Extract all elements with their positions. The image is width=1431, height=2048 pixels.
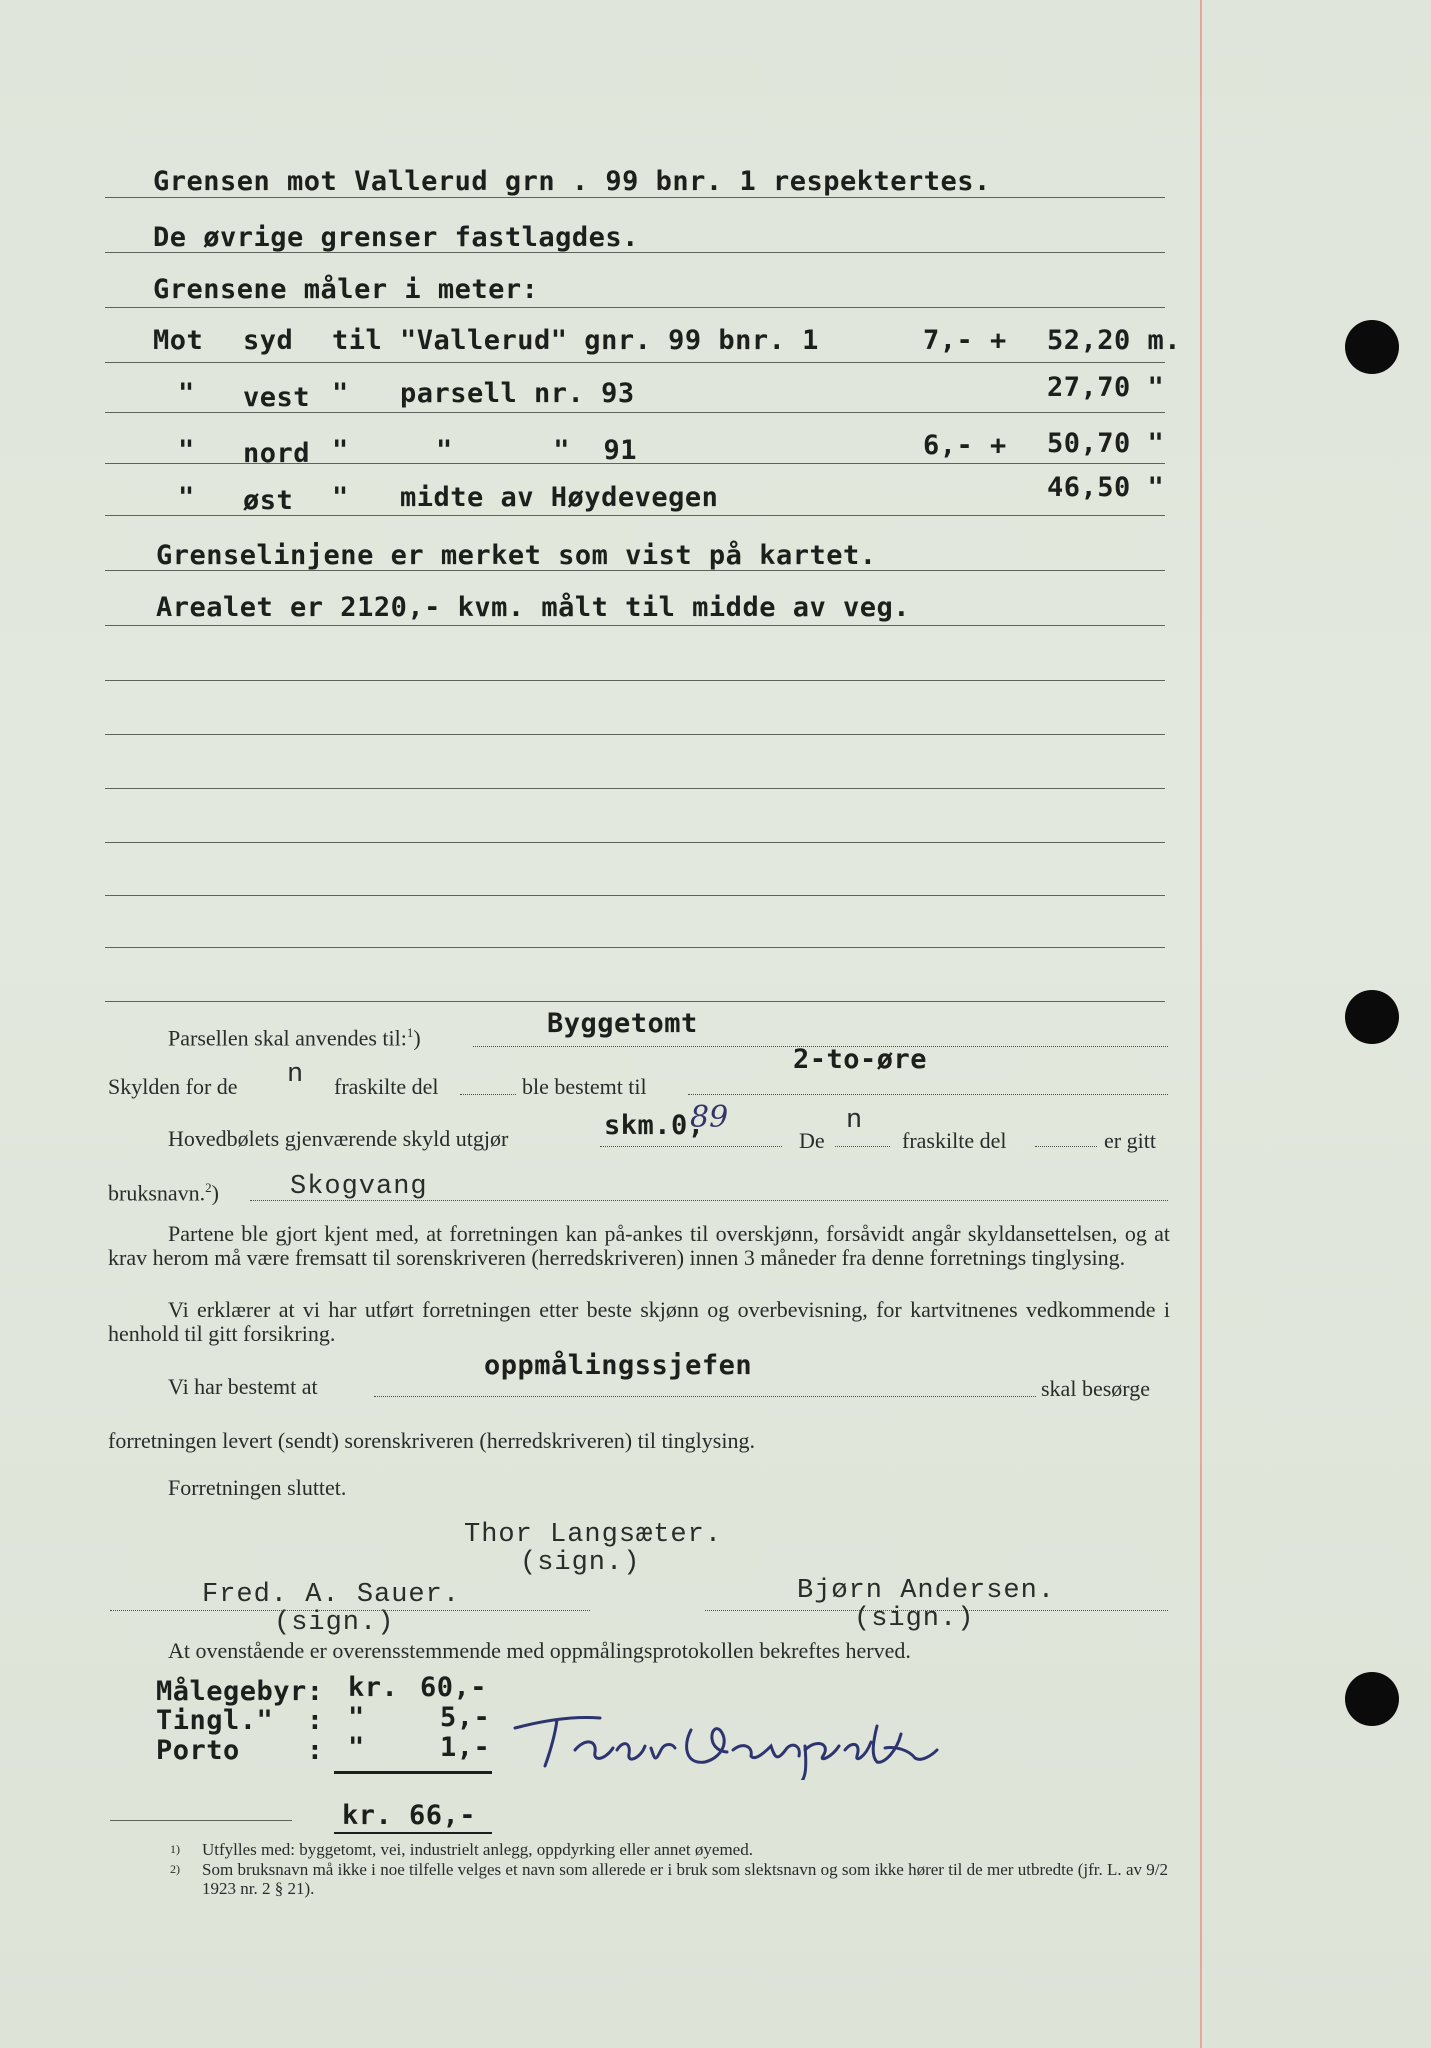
footnote-2 (170, 1860, 1168, 1898)
footnote-2-text: Som bruksnavn må ikke i noe tilfelle velges et navn som allerede er i bruk som slektsnavn og som ikke hører til de mer utbredte (jfr. L. av 9/2 1923 nr. 2 § 21). (202, 1860, 1168, 1898)
fee-total: kr. 66,- (342, 1800, 477, 1831)
hoved-gitt: er gitt (1104, 1128, 1156, 1153)
handwritten-signature (505, 1690, 985, 1780)
boundary-line-4: Grenselinjene er merket som vist på kartet. (156, 540, 877, 571)
fee-amount: 1,- (440, 1732, 491, 1763)
ruled-line (105, 788, 1165, 789)
row-prefix: " (178, 482, 195, 513)
row-value: 46,50 " (1047, 472, 1165, 503)
ruled-line (105, 947, 1165, 948)
signature-2-sign: (sign.) (274, 1608, 395, 1638)
ruled-line (105, 625, 1165, 626)
row-quote: " (332, 378, 349, 409)
fee-currency: " (348, 1702, 365, 1733)
boundary-line-5: Arealet er 2120,- kvm. målt til midde av veg. (156, 592, 910, 623)
row-quote: til (332, 325, 383, 356)
signature-3-sign: (sign.) (854, 1604, 975, 1634)
row-direction: øst (243, 485, 294, 516)
sluttet-line: Forretningen sluttet. (168, 1475, 347, 1500)
bruksnavn-label: bruksnavn.$^2$) (108, 1180, 219, 1206)
ruled-line (105, 734, 1165, 735)
row-quote: " (332, 482, 349, 513)
row-prefix: Mot (153, 325, 204, 356)
fee-amount: 60,- (420, 1672, 488, 1703)
skylden-label-c: ble bestemt til (522, 1074, 647, 1099)
bruksnavn-value: Skogvang (290, 1172, 428, 1202)
ruled-line (105, 197, 1165, 198)
hoved-de: De (799, 1128, 825, 1153)
hoved-dotted-3 (1035, 1146, 1097, 1147)
bestemt-value: oppmålingssjefen (484, 1350, 753, 1381)
left-short-line (110, 1820, 292, 1821)
skylden-value: 2-to-øre (793, 1044, 928, 1075)
row-extra: 6,- + (923, 430, 1007, 461)
ruled-line (105, 842, 1165, 843)
row-value: 52,20 m. (1047, 325, 1182, 356)
fee-label: Tingl." : (156, 1705, 324, 1736)
boundary-line-1: Grensen mot Vallerud grn . 99 bnr. 1 respektertes. (153, 166, 991, 197)
fee-total-double-underline (334, 1832, 492, 1834)
footnote-1 (170, 1840, 1168, 1859)
parsell-label: Parsellen skal anvendes til:$^1$) (168, 1025, 421, 1051)
ruled-line (105, 362, 1165, 363)
hoved-dotted-2 (835, 1146, 890, 1147)
hoved-value: skm.0, (604, 1110, 705, 1141)
certification-line: At ovenstående er overensstemmende med oppmålingsprotokollen bekreftes herved. (168, 1638, 911, 1663)
row-value: 27,70 " (1047, 372, 1165, 403)
hoved-dotted-1 (600, 1146, 782, 1147)
bestemt-label: Vi har bestemt at (168, 1374, 318, 1399)
signature-3-name: Bjørn Andersen. (797, 1576, 1056, 1606)
row-direction: syd (243, 325, 294, 356)
footnote-1-mark: 1) (170, 1842, 180, 1856)
row-description: " " 91 (436, 435, 638, 466)
row-description: "Vallerud" gnr. 99 bnr. 1 (400, 325, 819, 356)
row-prefix: " (178, 435, 195, 466)
paragraph-appeal: Partene ble gjort kjent med, at forretningen kan på-ankes til overskjønn, forsåvidt angår skyldansettelsen, og at krav herom må være fremsatt til sorenskriveren (herredskriveren) innen 3 måneder fra denne forretnings tinglysing. (108, 1221, 1170, 1270)
boundary-line-2: De øvrige grenser fastlagdes. (153, 222, 639, 253)
footnote-1-text: Utfylles med: byggetomt, vei, industrielt anlegg, oppdyrking eller annet øyemed. (202, 1840, 753, 1859)
hoved-n: n (846, 1106, 864, 1136)
ruled-line (105, 680, 1165, 681)
row-extra: 7,- + (923, 325, 1007, 356)
signature-2-name: Fred. A. Sauer. (202, 1580, 461, 1610)
signature-1-sign: (sign.) (520, 1548, 641, 1578)
row-value: 50,70 " (1047, 428, 1165, 459)
fee-label: Porto : (156, 1735, 324, 1766)
skylden-dotted-2 (688, 1094, 1168, 1095)
row-direction: vest (243, 382, 311, 413)
skylden-n: n (287, 1060, 305, 1090)
paragraph-declaration: Vi erklærer at vi har utført forretningen etter beste skjønn og overbevisning, for kartvitnenes vedkommende i henhold til gitt forsikring. (108, 1297, 1170, 1346)
ruled-line (105, 307, 1165, 308)
punch-hole-middle (1345, 990, 1399, 1044)
skylden-dotted-1 (460, 1094, 516, 1095)
signature-1-name: Thor Langsæter. (464, 1520, 723, 1550)
levert-line: forretningen levert (sendt) sorenskriveren (herredskriveren) til tinglysing. (108, 1428, 755, 1453)
parsell-value: Byggetomt (547, 1008, 698, 1039)
bestemt-tail: skal besørge (1041, 1376, 1150, 1401)
hoved-value-handwritten: 89 (690, 1100, 729, 1135)
footnote-2-mark: 2) (170, 1862, 180, 1876)
fee-amount: 5,- (440, 1702, 491, 1733)
hoved-fraskilte: fraskilte del (902, 1128, 1007, 1153)
row-description: midte av Høydevegen (400, 482, 719, 513)
punch-hole-bottom (1345, 1672, 1399, 1726)
punch-hole-top (1345, 320, 1399, 374)
fee-currency: " (348, 1732, 365, 1763)
fee-label: Målegebyr: (156, 1676, 324, 1707)
skylden-label-b: fraskilte del (334, 1074, 439, 1099)
row-prefix: " (178, 378, 195, 409)
skylden-label-a: Skylden for de (108, 1074, 238, 1099)
boundary-line-3: Grensene måler i meter: (153, 274, 539, 305)
hoved-label: Hovedbølets gjenværende skyld utgjør (168, 1126, 509, 1151)
row-quote: " (332, 435, 349, 466)
bestemt-dotted (374, 1396, 1036, 1397)
fee-currency: kr. (348, 1672, 399, 1703)
row-description: parsell nr. 93 (400, 378, 635, 409)
fee-total-underline (334, 1771, 492, 1774)
ruled-line (105, 895, 1165, 896)
ruled-line (105, 1001, 1165, 1002)
red-margin-line (1200, 0, 1202, 2048)
row-direction: nord (243, 438, 311, 469)
